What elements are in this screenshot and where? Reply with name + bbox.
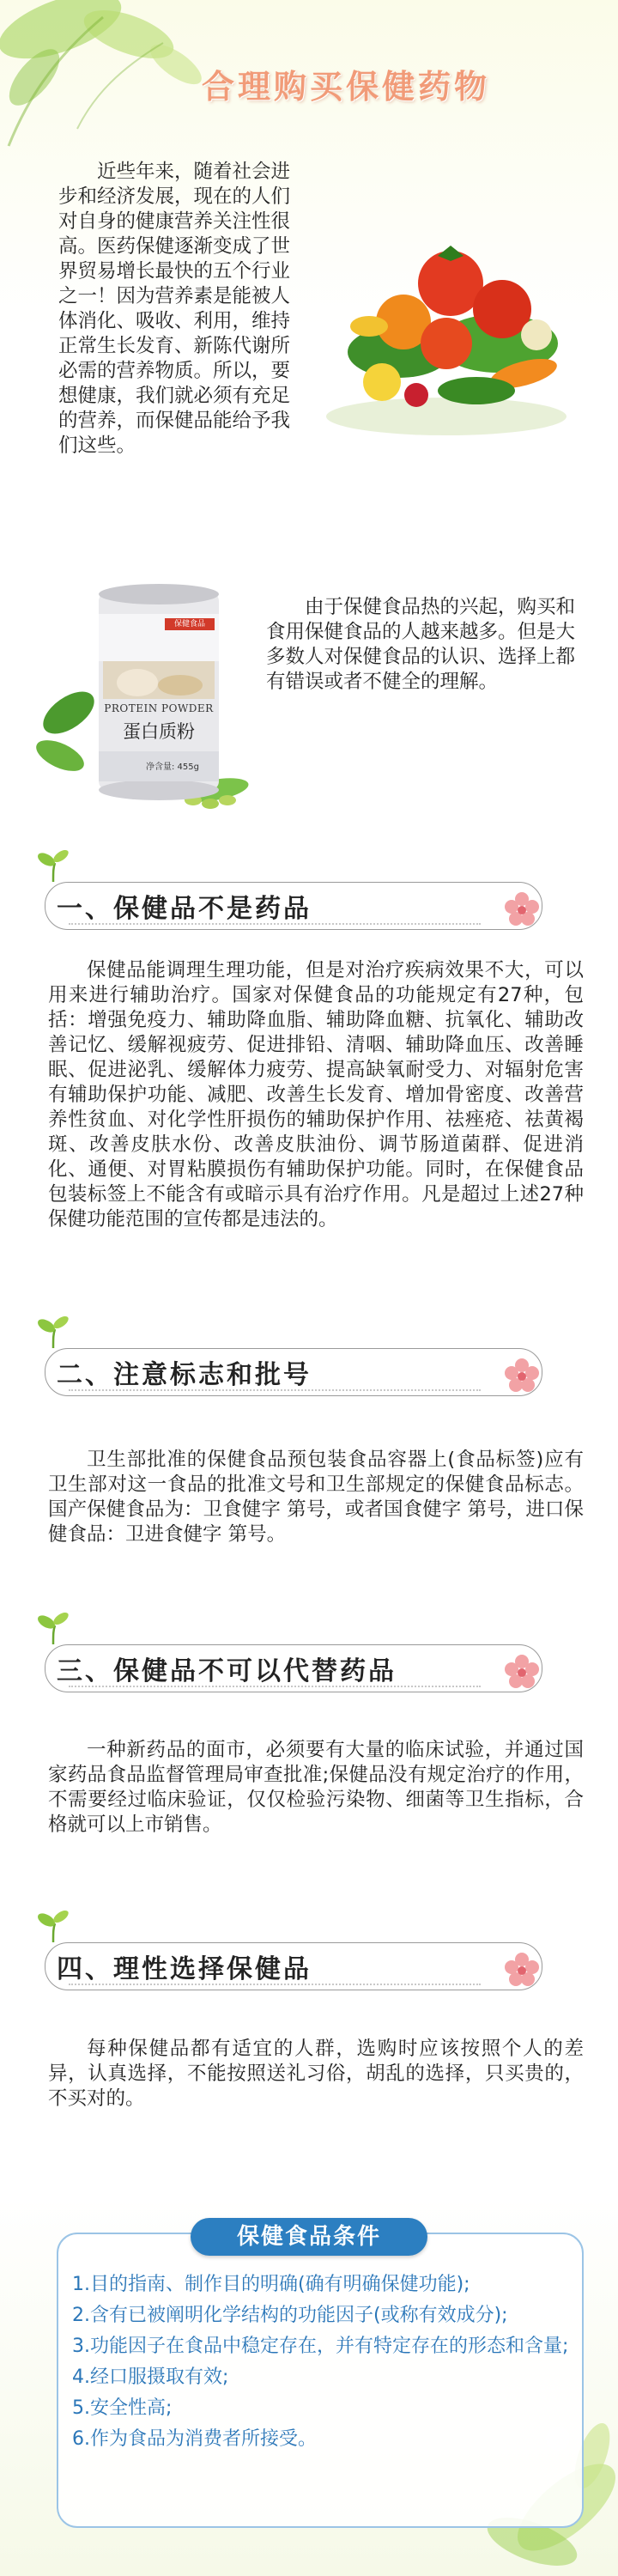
dotted-divider bbox=[69, 923, 481, 927]
section-heading: 四、理性选择保健品 bbox=[57, 1954, 312, 1984]
section-body: 每种保健品都有适宜的人群，选购时应该按照个人的差异，认真选择，不能按照送礼习俗，胡乱的选择，只买贵的，不买对的。 bbox=[48, 2038, 584, 2110]
intro-paragraph-1: 近些年来，随着社会进步和经济发展，现在的人们对自身的健康营养关注性很高。医药保健逐渐变成了世界贸易增长最快的五个行业之一！因为营养素是能被人体消化、吸收、利用，维持正常生长发育、新陈代谢所必需的营养物质。所以，要想健康，我们就必须有充足的营养，而保健品能给予我们这些。 bbox=[58, 161, 291, 457]
list-item: 2.含有已被阐明化学结构的功能因子(或称有效成分); bbox=[72, 2305, 508, 2326]
list-item: 4.经口服摄取有效; bbox=[72, 2366, 229, 2388]
flower-icon bbox=[501, 1651, 542, 1692]
section-heading: 一、保健品不是药品 bbox=[57, 894, 312, 924]
sprout-icon bbox=[34, 1312, 72, 1350]
list-item: 3.功能因子在食品中稳定存在，并有特定存在的形态和含量; bbox=[72, 2336, 569, 2357]
product-name: 蛋白质粉 bbox=[123, 721, 195, 742]
list-item: 5.安全性高; bbox=[72, 2397, 173, 2419]
section-heading-banner bbox=[34, 1608, 539, 1691]
product-brand-label: PROTEIN POWDER bbox=[104, 702, 214, 714]
dotted-divider bbox=[69, 1389, 481, 1393]
page-title: 合理购买保健药物 bbox=[202, 68, 491, 106]
section-body: 保健品能调理生理功能，但是对治疗疾病效果不大，可以用来进行辅助治疗。国家对保健食品的功能规定有27种，包括：增强免疫力、辅助降血脂、辅助降血糖、抗氧化、辅助改善记忆、缓解视疲劳、促进排铅、清咽、辅助降血压、改善睡眠、促进泌乳、缓解体力疲劳、提高缺氧耐受力、对辐射危害有辅助保护功能、减肥、改善生长发育、增加骨密度、改善营养性贫血、对化学性肝损伤的辅助保护作用、祛痤疮、祛黄褐斑、改善皮肤水份、改善皮肤油份、调节肠道菌群、促进消化、通便、对胃粘膜损伤有辅助保护功能。同时，在保健食品包装标签上不能含有或暗示具有治疗作用。凡是超过上述27种保健功能范围的宣传都是违法的。 bbox=[48, 959, 584, 1230]
section-body: 卫生部批准的保健食品预包装食品容器上(食品标签)应有卫生部对这一食品的批准文号和卫生部规定的保健食品标志。国产保健食品为：卫食健字 第号，或者国食健字 第号，进口保健食品：卫进食健字 第号。 bbox=[48, 1449, 584, 1546]
sprout-icon bbox=[34, 846, 72, 884]
section-heading-banner bbox=[34, 846, 539, 928]
section-heading: 三、保健品不可以代替药品 bbox=[57, 1656, 397, 1686]
list-item: 1.目的指南、制作目的明确(确有明确保健功能); bbox=[72, 2274, 470, 2295]
intro-paragraph-2: 由于保健食品热的兴起，购买和食用保健食品的人越来越多。但是大多数人对保健食品的认识、选择上都有错误或者不健全的理解。 bbox=[266, 596, 576, 693]
section-heading: 二、注意标志和批号 bbox=[57, 1360, 312, 1390]
section-heading-banner bbox=[34, 1312, 539, 1394]
conditions-list bbox=[72, 2272, 572, 2458]
sprout-icon bbox=[34, 1906, 72, 1944]
dotted-divider bbox=[69, 1686, 481, 1689]
section-heading-banner bbox=[34, 1906, 539, 1989]
section-body: 一种新药品的面市，必须要有大量的临床试验，并通过国家药品食品监督管理局审查批准;保健品没有规定治疗的作用，不需要经过临床验证，仅仅检验污染物、细菌等卫生指标，合格就可以上市销售。 bbox=[48, 1739, 584, 1836]
product-net-weight: 净含量: 455g bbox=[146, 762, 199, 772]
dotted-divider bbox=[69, 1984, 481, 1987]
conditions-title: 保健食品条件 bbox=[191, 2218, 427, 2256]
flower-icon bbox=[501, 889, 542, 930]
flower-icon bbox=[501, 1949, 542, 1990]
product-top-badge: 保健食品 bbox=[165, 618, 215, 630]
flower-icon bbox=[501, 1355, 542, 1396]
list-item: 6.作为食品为消费者所接受。 bbox=[72, 2428, 317, 2450]
vegetables-image bbox=[318, 223, 575, 447]
sprout-icon bbox=[34, 1608, 72, 1646]
protein-powder-image bbox=[34, 575, 258, 824]
